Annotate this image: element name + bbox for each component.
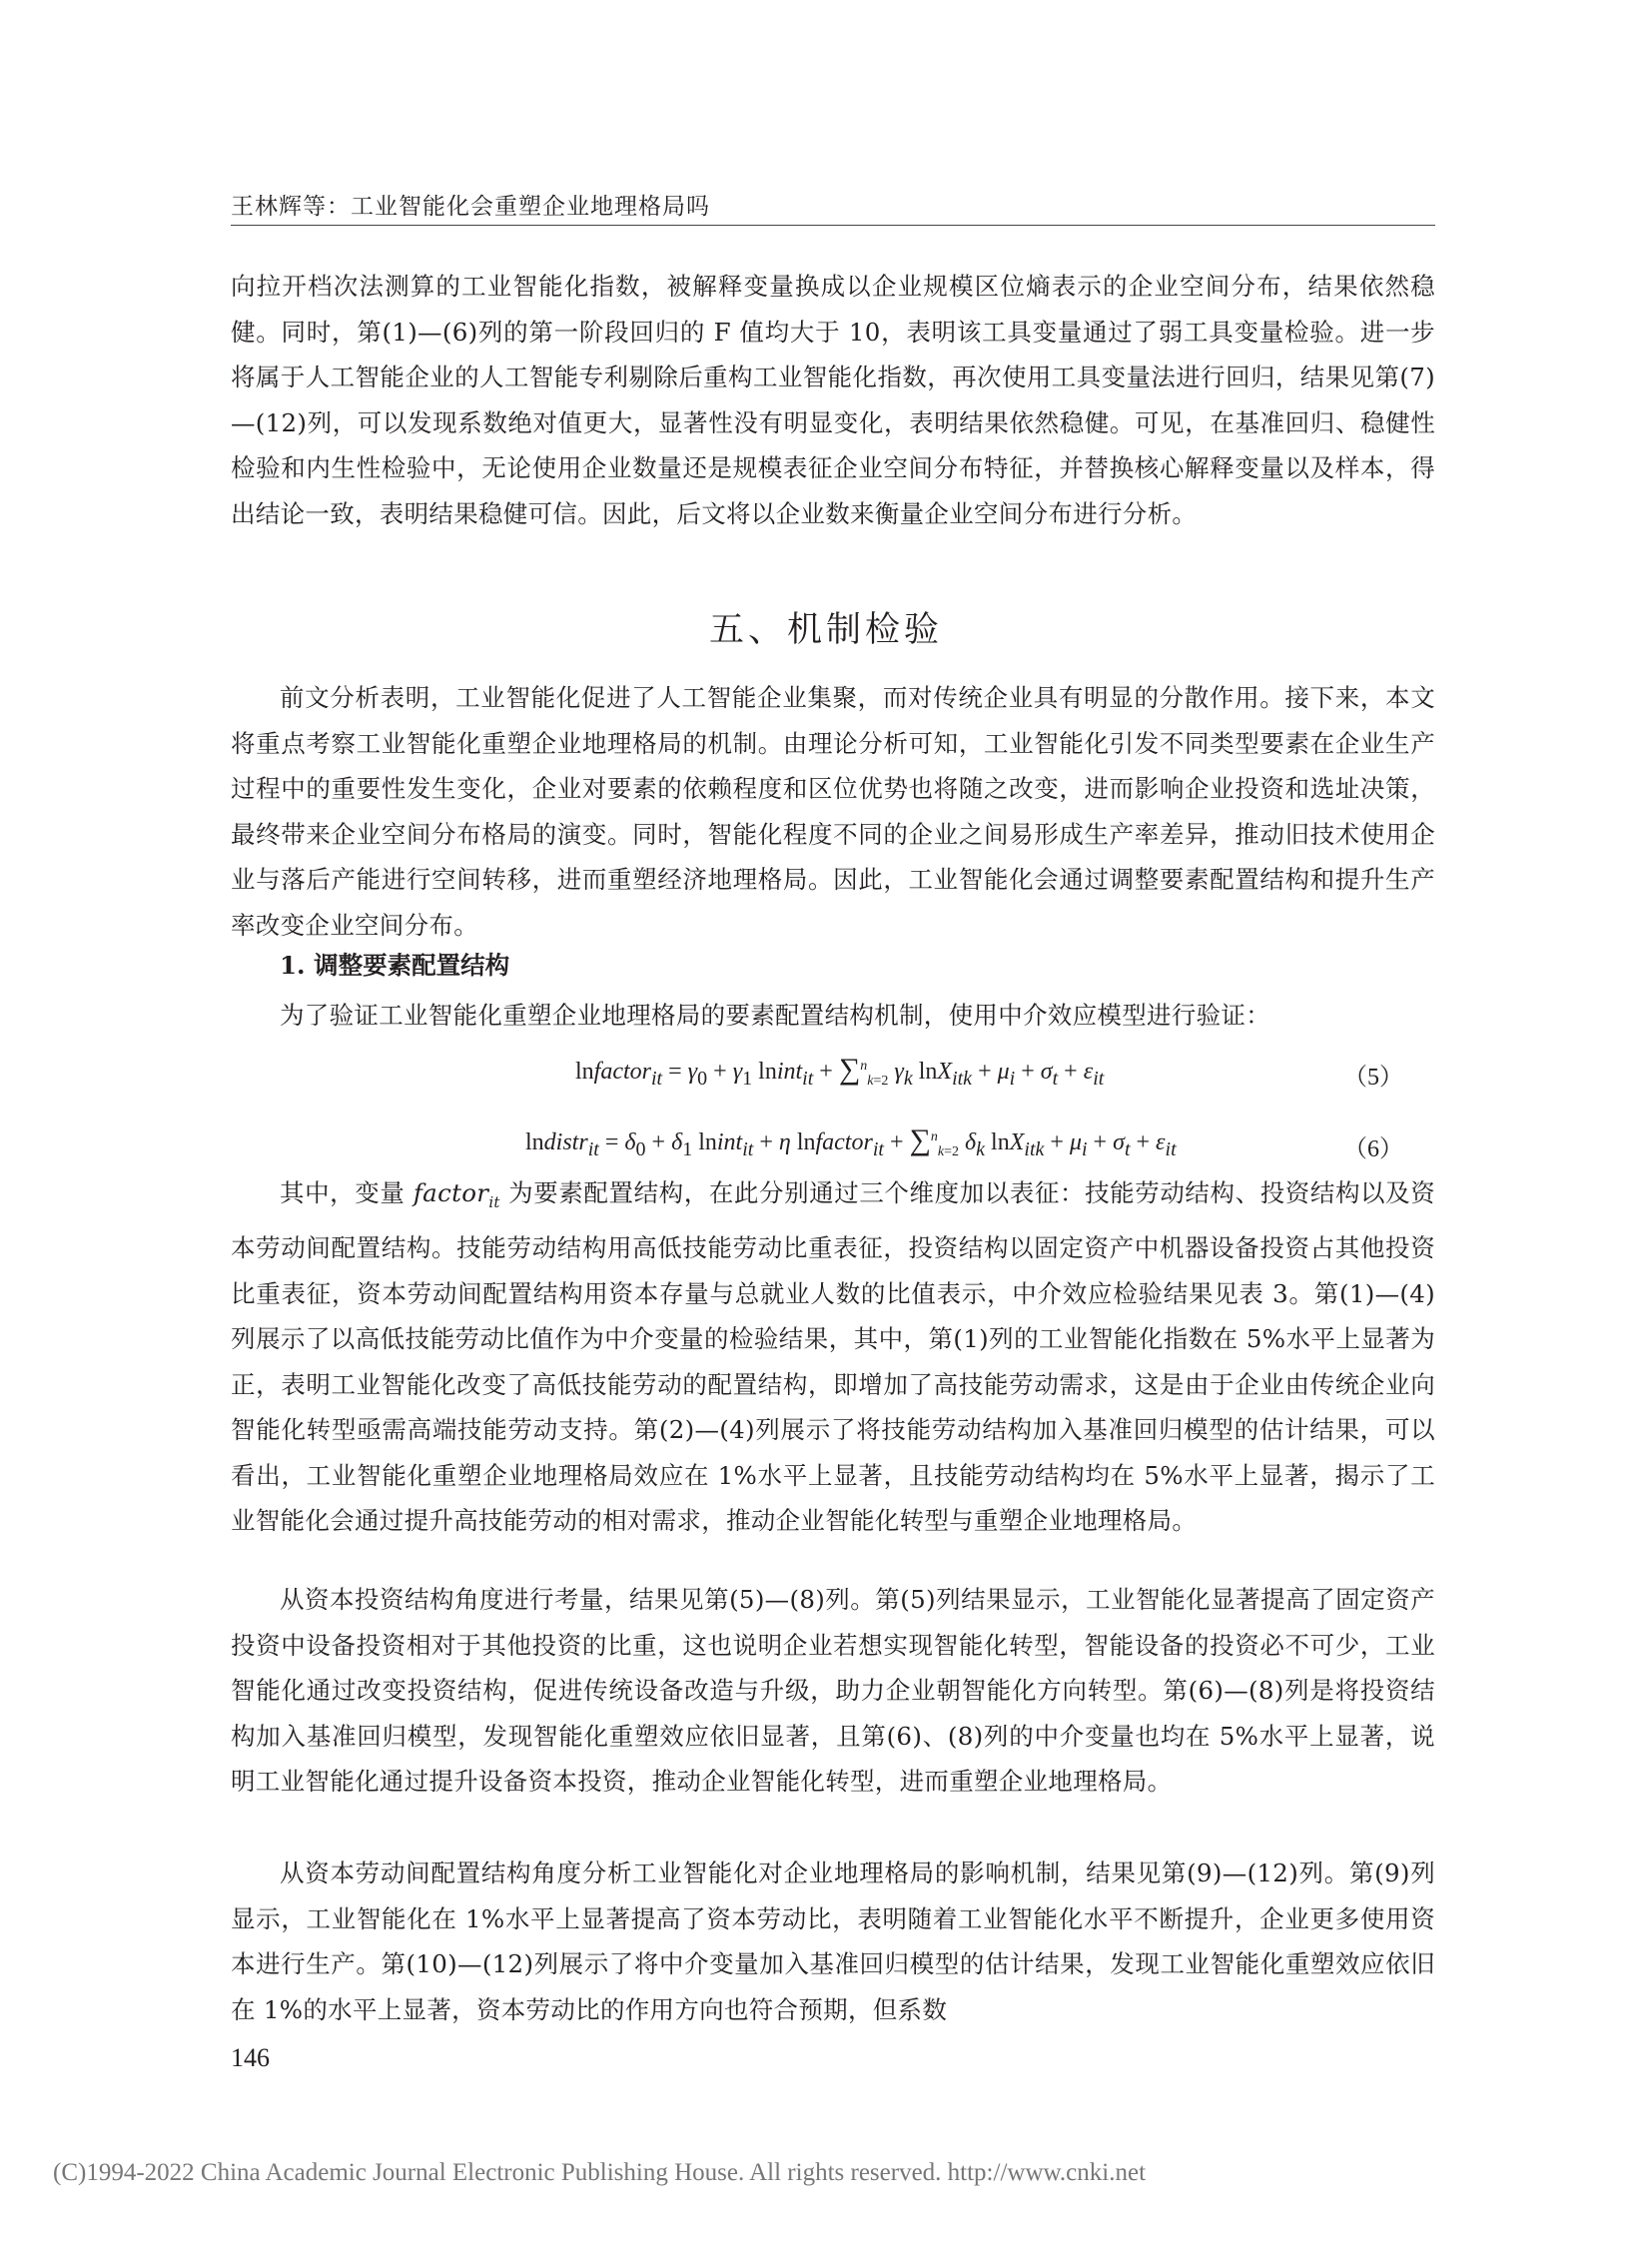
equation-6-number: （6） — [1343, 1136, 1403, 1162]
paragraph-robustness-conclusion: 向拉开档次法测算的工业智能化指数，被解释变量换成以企业规模区位熵表示的企业空间分布，结果依然稳健。同时，第(1)—(6)列的第一阶段回归的 F 值均大于 10，表明该工具变量通过了弱工具变量检验。进一步将属于人工智能企业的人工智能专利剔除后重构工业智能化指数，再次使用工具变量法进行回归，结果见第(7)—(12)列，可以发现系数绝对值更大，显著性没有明显变化，表明结果依然稳健。可见，在基准回归、稳健性检验和内生性检验中，无论使用企业数量还是规模表征企业空间分布特征，并替换核心解释变量以及样本，得出结论一致，表明结果稳健可信。因此，后文将以企业数来衡量企业空间分布进行分析。 — [231, 272, 1435, 528]
paragraph-mechanism-intro: 前文分析表明，工业智能化促进了人工智能企业集聚，而对传统企业具有明显的分散作用。接下来，本文将重点考察工业智能化重塑企业地理格局的机制。由理论分析可知，工业智能化引发不同类型要素在企业生产过程中的重要性发生变化，企业对要素的依赖程度和区位优势也将随之改变，进而影响企业投资和选址决策，最终带来企业空间分布格局的演变。同时，智能化程度不同的企业之间易形成生产率差异，推动旧技术使用企业与落后产能进行空间转移，进而重塑经济地理格局。因此，工业智能化会通过调整要素配置结构和提升生产率改变企业空间分布。 — [231, 683, 1435, 940]
equation-5-number: （5） — [1343, 1065, 1403, 1091]
paragraph-factor-structure-body: 为要素配置结构，在此分别通过三个维度加以表征：技能劳动结构、投资结构以及资本劳动间配置结构。技能劳动结构用高低技能劳动比重表征，投资结构以固定资产中机器设备投资占其他投资比重表征，资本劳动间配置结构用资本存量与总就业人数的比值表示，中介效应检验结果见表 3。第(1)—(4)列展示了以高低技能劳动比值作为中介变量的检验结果，其中，第(1)列的工业智能化指数在 5%水平上显著为正，表明工业智能化改变了高低技能劳动的配置结构，即增加了高技能劳动需求，这是由于企业由传统企业向智能化转型亟需高端技能劳动支持。第(2)—(4)列展示了将技能劳动结构加入基准回归模型的估计结果，可以看出，工业智能化重塑企业地理格局效应在 1%水平上显著，且技能劳动结构均在 5%水平上显著，揭示了工业智能化会通过提升高技能劳动的相对需求，推动企业智能化转型与重塑企业地理格局。 — [231, 1178, 1436, 1536]
variable-factor: factor — [413, 1178, 489, 1207]
copyright-footer: (C)1994-2022 China Academic Journal Electronic Publishing House. All rights reserved. http://www.cnki.net — [53, 2159, 1147, 2186]
variable-subscript: it — [488, 1192, 500, 1211]
page-number: 146 — [231, 2043, 270, 2072]
equation-6: lndistr$_{it}$ = $\delta_0 + \delta_1$ lnint$_{it}$ + η lnfactor$_{it}$ + ∑$^n_{k=2}$ $\delta_k$ $\ln X_{itk} + \mu_i + \sigma_t + \varepsilon_{it}$ — [525, 1123, 1177, 1160]
equation-5: lnfactor$_{it}$ = $\gamma_0 + \gamma_1$ lnint$_{it}$ + ∑$^n_{k=2}$ $\gamma_k$ $\ln X_{itk} + \mu_i + \sigma_t + \varepsilon_{it}$ — [575, 1053, 1105, 1090]
header-divider — [231, 225, 1435, 226]
paragraph-capital-labor: 从资本劳动间配置结构角度分析工业智能化对企业地理格局的影响机制，结果见第(9)—(12)列。第(9)列显示，工业智能化在 1%水平上显著提高了资本劳动比，表明随着工业智能化水平不断提升，企业更多使用资本进行生产。第(10)—(12)列展示了将中介变量加入基准回归模型的估计结果，发现工业智能化重塑效应依旧在 1%的水平上显著，资本劳动比的作用方向也符合预期，但系数 — [231, 1859, 1435, 2024]
subsection-heading: 1. 调整要素配置结构 — [280, 951, 510, 980]
paragraph-investment-structure: 从资本投资结构角度进行考量，结果见第(5)—(8)列。第(5)列结果显示，工业智能化显著提高了固定资产投资中设备投资相对于其他投资的比重，这也说明企业若想实现智能化转型，智能设备的投资必不可少，工业智能化通过改变投资结构，促进传统设备改造与升级，助力企业朝智能化方向转型。第(6)—(8)列是将投资结构加入基准回归模型，发现智能化重塑效应依旧显著，且第(6)、(8)列的中介变量也均在 5%水平上显著，说明工业智能化通过提升设备资本投资，推动企业智能化转型，进而重塑企业地理格局。 — [231, 1585, 1435, 1796]
running-header: 王林辉等：工业智能化会重塑企业地理格局吗 — [231, 194, 710, 220]
section-title: 五、机制检验 — [708, 610, 943, 650]
paragraph-factor-structure — [231, 1170, 1435, 1544]
paragraph-mediation-model-intro: 为了验证工业智能化重塑企业地理格局的要素配置结构机制，使用中介效应模型进行验证： — [280, 1001, 1270, 1030]
paragraph-factor-structure-lead: 其中，变量 — [280, 1178, 413, 1207]
